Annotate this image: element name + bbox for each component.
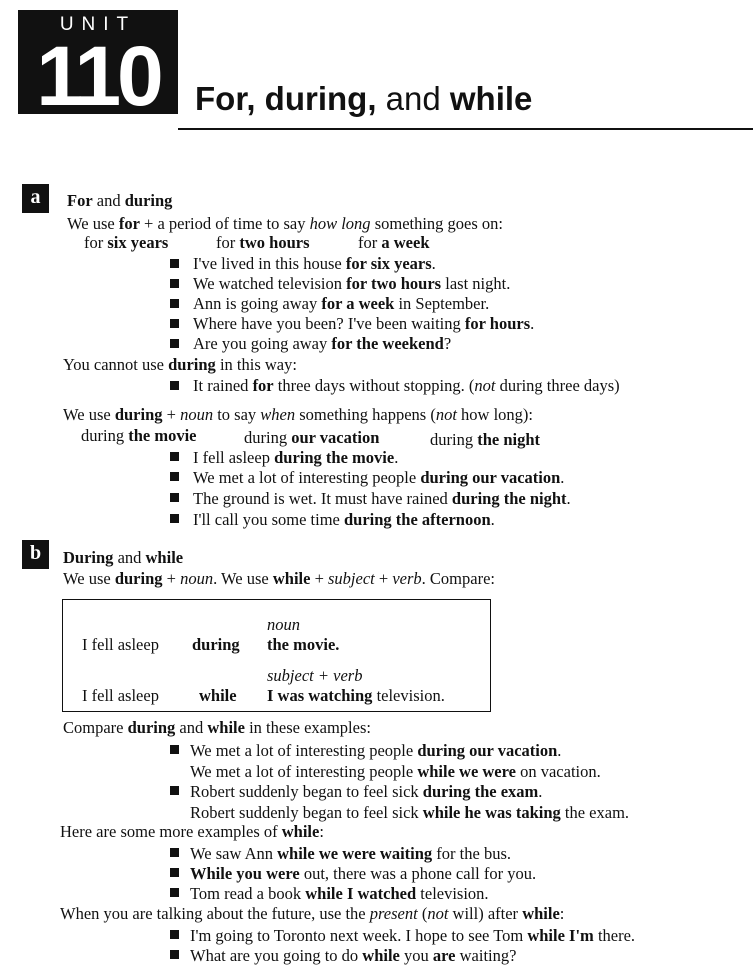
- list-item: I'm going to Toronto next week. I hope to see Tom while I'm there.: [190, 926, 636, 945]
- list-item: Ann is going away for a week in September.: [193, 294, 490, 313]
- section-b-heading: During and while: [63, 548, 184, 567]
- example-during-3: during the night: [430, 430, 541, 449]
- compare-row2-conj: while: [199, 686, 237, 705]
- bullet-icon: [170, 786, 179, 795]
- list-item-continuation: Robert suddenly began to feel sick while he was taking the exam.: [190, 803, 630, 822]
- list-item: I've lived in this house for six years.: [193, 254, 436, 273]
- list-item: Are you going away for the weekend?: [193, 334, 452, 353]
- future-note: When you are talking about the future, use the present (not will) after while:: [60, 904, 565, 923]
- bullet-icon: [170, 950, 179, 959]
- section-b-intro: We use during + noun. We use while + subject + verb. Compare:: [63, 569, 495, 588]
- list-item: I fell asleep during the movie.: [193, 448, 399, 467]
- bullet-icon: [170, 279, 179, 288]
- section-b-marker: b: [22, 540, 49, 569]
- section-a-heading: For and during: [67, 191, 173, 210]
- compare-row2-subject: I fell asleep: [82, 686, 159, 705]
- example-for-2: for two hours: [216, 233, 310, 252]
- bullet-icon: [170, 259, 179, 268]
- compare-note-subject-verb: subject + verb: [267, 666, 363, 685]
- unit-number: 110: [36, 29, 160, 123]
- example-during-1: during the movie: [81, 426, 197, 445]
- list-item-continuation: We met a lot of interesting people while we were on vacation.: [190, 762, 601, 781]
- bullet-icon: [170, 472, 179, 481]
- bullet-icon: [170, 299, 179, 308]
- bullet-icon: [170, 868, 179, 877]
- unit-label: UNIT: [59, 14, 137, 35]
- example-during-2: during our vacation: [244, 428, 380, 447]
- compare-row1-conj: during: [192, 635, 240, 654]
- compare-row1-subject: I fell asleep: [82, 635, 159, 654]
- list-item: We watched television for two hours last night.: [193, 274, 511, 293]
- bullet-icon: [170, 319, 179, 328]
- list-item: While you were out, there was a phone call for you.: [190, 864, 537, 883]
- compare-row2-rest: I was watching television.: [267, 686, 445, 705]
- cannot-use-note: You cannot use during in this way:: [63, 355, 297, 374]
- list-item: I'll call you some time during the afternoon.: [193, 510, 495, 529]
- bullet-icon: [170, 888, 179, 897]
- compare-intro: Compare during and while in these examples:: [63, 718, 371, 737]
- list-item: Tom read a book while I watched television.: [190, 884, 489, 903]
- list-item: It rained for three days without stopping. (not during three days): [193, 376, 620, 395]
- bullet-icon: [170, 493, 179, 502]
- bullet-icon: [170, 930, 179, 939]
- section-a-intro-2: We use during + noun to say when something happens (not how long):: [63, 405, 534, 424]
- unit-badge: [18, 10, 178, 123]
- bullet-icon: [170, 745, 179, 754]
- bullet-icon: [170, 381, 179, 390]
- list-item: We saw Ann while we were waiting for the bus.: [190, 844, 511, 863]
- section-a-marker: a: [22, 184, 49, 213]
- more-examples-intro: Here are some more examples of while:: [60, 822, 324, 841]
- title-rule: [178, 128, 753, 130]
- bullet-icon: [170, 848, 179, 857]
- example-for-3: for a week: [358, 233, 430, 252]
- list-item: We met a lot of interesting people during our vacation.: [193, 468, 565, 487]
- list-item: The ground is wet. It must have rained during the night.: [193, 489, 571, 508]
- compare-note-noun: noun: [267, 615, 300, 634]
- example-for-1: for six years: [84, 233, 169, 252]
- section-a-intro: We use for + a period of time to say how long something goes on:: [67, 214, 504, 233]
- page-title: For, during, and while: [195, 80, 533, 117]
- list-item: We met a lot of interesting people during our vacation.: [190, 741, 562, 760]
- bullet-icon: [170, 514, 179, 523]
- list-item: What are you going to do while you are waiting?: [190, 946, 517, 965]
- compare-row1-rest: the movie.: [267, 635, 340, 654]
- bullet-icon: [170, 452, 179, 461]
- list-item: Robert suddenly began to feel sick during the exam.: [190, 782, 543, 801]
- bullet-icon: [170, 339, 179, 348]
- list-item: Where have you been? I've been waiting for hours.: [193, 314, 535, 333]
